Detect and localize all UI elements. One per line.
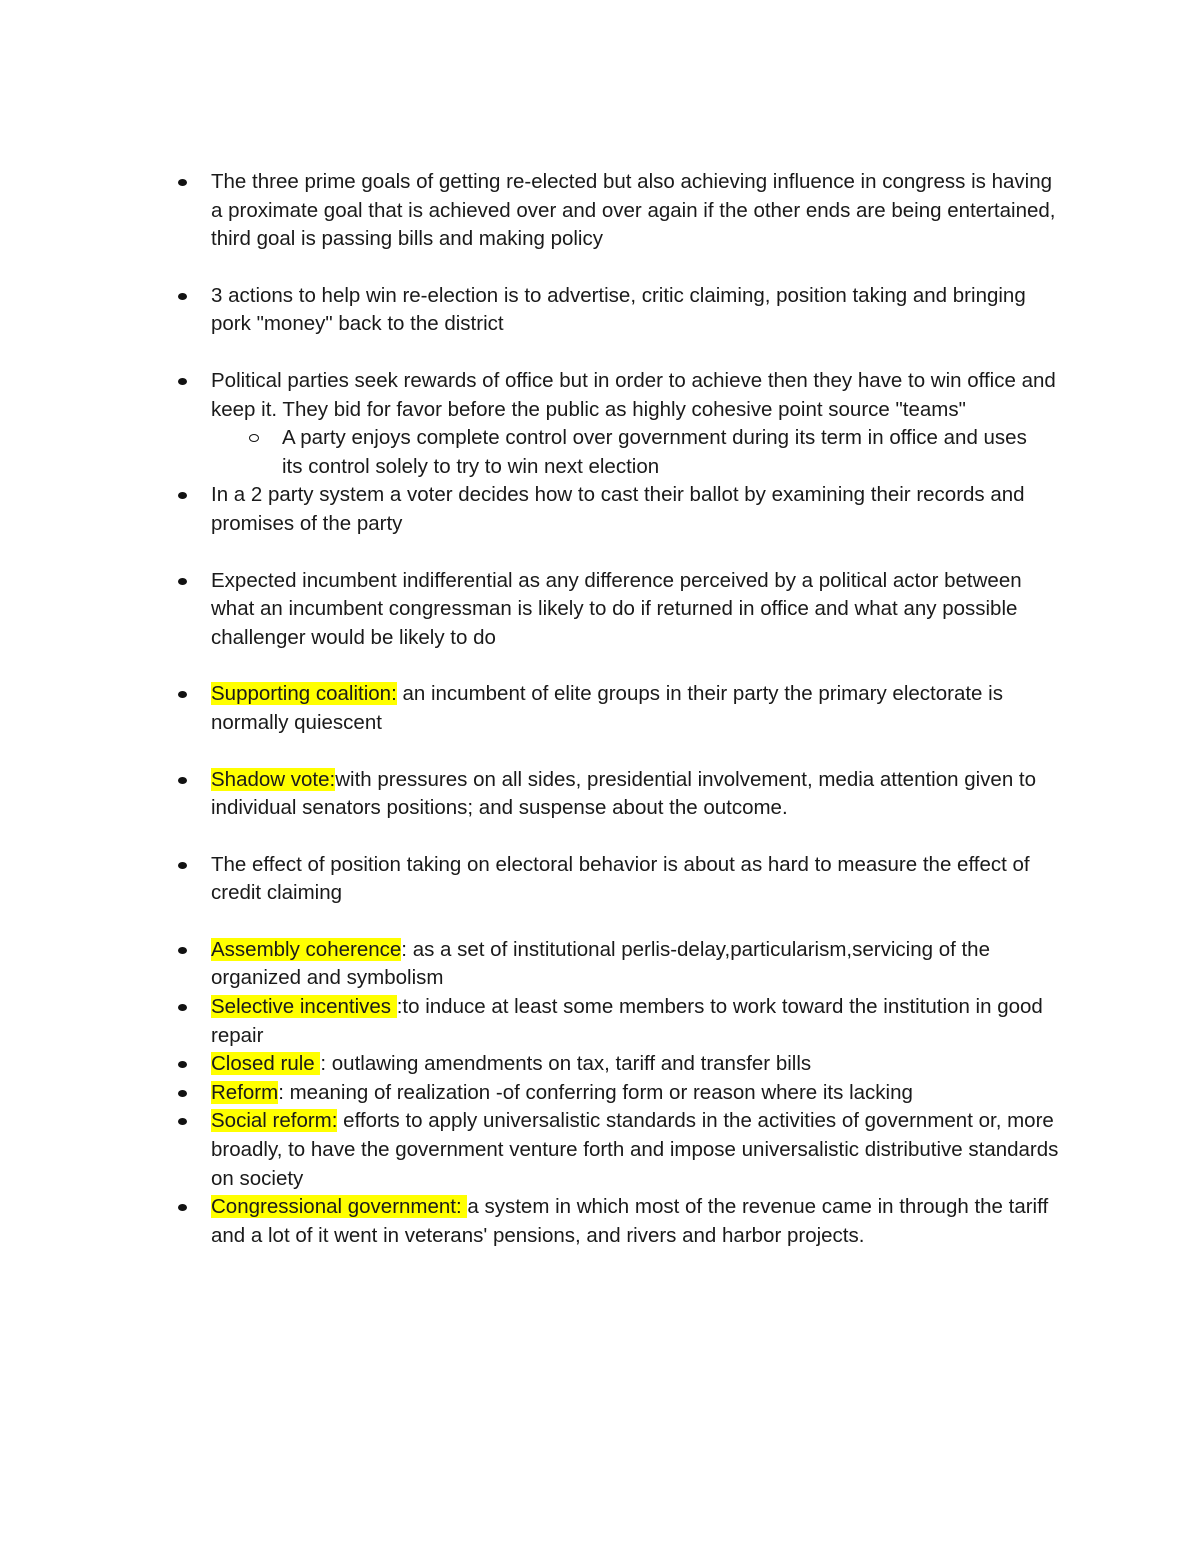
item-text: A party enjoys complete control over government during its term in office and uses its control solely to try to win next election [282, 426, 1027, 478]
list-item [0, 1050, 1200, 1079]
item-text: 3 actions to help win re-election is to advertise, critic claiming, position taking and bringing pork "money" back to the district [211, 283, 1026, 336]
notes-bullet-list [0, 168, 1200, 1250]
item-text: efforts to apply universalistic standards in the activities of government or, more broadly, to have the government venture forth and impose universalistic distributive standards on society [211, 1109, 1059, 1190]
item-text: : as a set of institutional perlis-delay,particularism,servicing of the organized and symbolism [211, 937, 990, 990]
hollow-bullet-icon [249, 434, 259, 442]
list-item [0, 1079, 1200, 1108]
sub-list-item [0, 424, 1200, 481]
item-text: : outlawing amendments on tax, tariff and transfer bills [320, 1052, 812, 1076]
item-text: The three prime goals of getting re-elected but also achieving influence in congress is having a proximate goal that is achieved over and over again if the other ends are being entertained, third goal is passing bills and making policy [211, 170, 1056, 251]
list-item [0, 936, 1200, 993]
highlighted-term: Supporting coalition: [211, 682, 397, 706]
bullet-icon [178, 578, 187, 585]
item-text: Political parties seek rewards of office but in order to achieve then they have to win office and keep it. They bid for favor before the public as highly cohesive point source "teams" [211, 368, 1056, 421]
list-item [0, 367, 1200, 424]
bullet-icon [178, 862, 187, 869]
bullet-icon [178, 378, 187, 385]
list-item [0, 851, 1200, 908]
list-item [0, 1193, 1200, 1250]
item-text: Expected incumbent indifferential as any difference perceived by a political actor between what an incumbent congressman is likely to do if returned in office and what any possible challenger would be likely to do [211, 568, 1022, 649]
list-item [0, 168, 1200, 254]
bullet-icon [178, 1004, 187, 1011]
list-item [0, 567, 1200, 653]
item-text: In a 2 party system a voter decides how to cast their ballot by examining their records and promises of the party [211, 483, 1025, 535]
highlighted-term: Assembly coherence [211, 937, 402, 961]
highlighted-term: Closed rule [211, 1052, 321, 1076]
list-item [0, 1107, 1200, 1193]
bullet-icon [178, 293, 187, 300]
highlighted-term: Shadow vote: [211, 767, 336, 791]
item-text: with pressures on all sides, presidential involvement, media attention given to individual senators positions; and suspense about the outcome. [211, 767, 1037, 820]
bullet-icon [178, 1118, 187, 1125]
bullet-icon [178, 947, 187, 954]
list-item [0, 680, 1200, 737]
list-item [0, 481, 1200, 538]
bullet-icon [178, 777, 187, 784]
list-item [0, 766, 1200, 823]
highlighted-term: Selective incentives [211, 995, 397, 1019]
bullet-icon [178, 691, 187, 698]
list-item [0, 993, 1200, 1050]
item-text: : meaning of realization -of conferring form or reason where its lacking [278, 1080, 913, 1104]
highlighted-term: Congressional government: [211, 1195, 468, 1219]
highlighted-term: Reform [211, 1080, 279, 1104]
bullet-icon [178, 492, 187, 499]
item-text: The effect of position taking on electoral behavior is about as hard to measure the effect of credit claiming [211, 852, 1030, 905]
bullet-icon [178, 1061, 187, 1068]
bullet-icon [178, 1204, 187, 1211]
item-text: a system in which most of the revenue came in through the tariff and a lot of it went in veterans' pensions, and rivers and harbor projects. [211, 1195, 1049, 1247]
bullet-icon [178, 179, 187, 186]
item-text: :to induce at least some members to work toward the institution in good repair [211, 995, 1043, 1047]
highlighted-term: Social reform: [211, 1109, 338, 1133]
bullet-icon [178, 1090, 187, 1097]
item-text: an incumbent of elite groups in their party the primary electorate is normally quiescent [211, 682, 1003, 734]
list-item [0, 282, 1200, 339]
